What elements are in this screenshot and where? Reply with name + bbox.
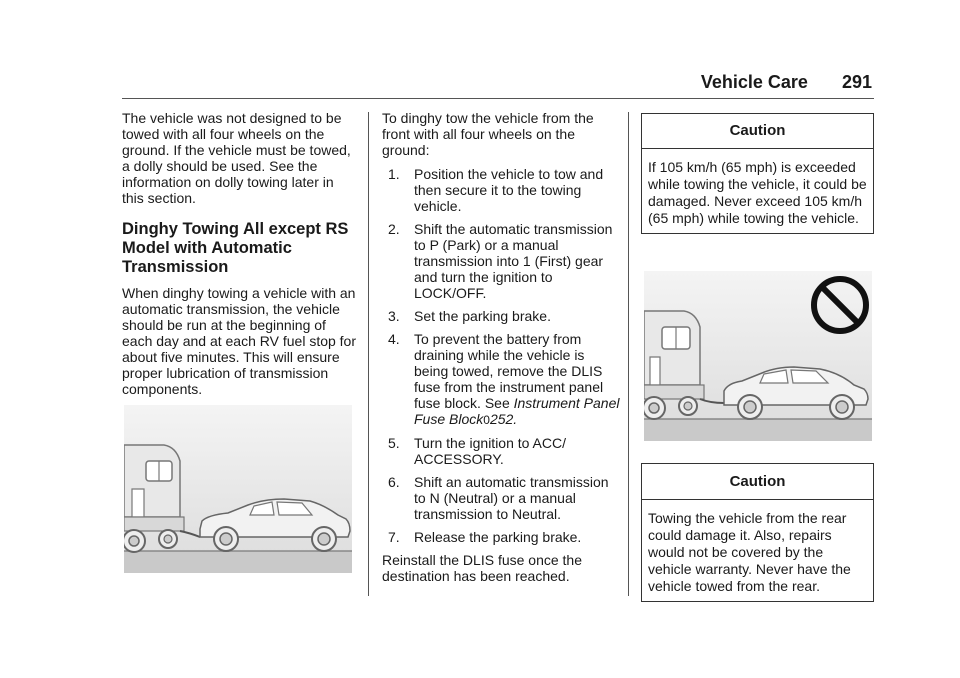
cross-reference-link[interactable]: Instrument Panel Fuse Block	[414, 395, 620, 427]
step-text: Shift an automatic transmission to N (Neutral) or a manual transmission to Neutral.	[414, 474, 609, 522]
page-reference[interactable]: 252.	[489, 411, 518, 427]
column-divider-1	[368, 112, 369, 596]
step-text: Turn the ignition to ACC/ ACCESSORY.	[414, 435, 567, 467]
list-item	[382, 474, 620, 522]
step-number: 3.	[388, 308, 400, 324]
column-left	[122, 110, 358, 397]
page-ref-arrow-icon: 0	[483, 413, 490, 427]
column-right	[641, 113, 874, 234]
front-tow-illustration	[124, 405, 352, 573]
list-item	[382, 221, 620, 301]
list-item	[382, 529, 620, 545]
step-number: 4.	[388, 331, 400, 347]
column-middle	[382, 110, 620, 584]
caution-box-rear-tow	[641, 463, 874, 602]
step-text: Set the parking brake.	[414, 308, 551, 324]
body-paragraph: When dinghy towing a vehicle with an automatic transmission, the vehicle should be run at the beginning of each day and at each RV fuel stop for about five minutes. This will ensure proper lubrication of transmission components.	[122, 285, 357, 397]
column-divider-2	[628, 112, 629, 596]
caution-box-speed	[641, 113, 874, 234]
rv-towing-car-rear-prohibited-icon	[644, 271, 872, 441]
list-item	[382, 166, 620, 214]
step-number: 1.	[388, 166, 400, 182]
list-item	[382, 435, 620, 467]
list-item	[382, 308, 620, 324]
step-text: Position the vehicle to tow and then secure it to the towing vehicle.	[414, 166, 604, 214]
section-title: Vehicle Care	[700, 72, 808, 92]
step-number: 6.	[388, 474, 400, 490]
caution-text: Towing the vehicle from the rear could damage it. Also, repairs would not be covered by the vehicle warranty. Never have the vehicle towed from the rear.	[648, 510, 851, 594]
caution-title: Caution	[642, 114, 873, 149]
step-number: 7.	[388, 529, 400, 545]
section-heading: Dinghy Towing All except RS Model with Automatic Transmission	[122, 220, 349, 276]
caution-text: If 105 km/h (65 mph) is exceeded while towing the vehicle, it could be damaged. Never exceed 105 km/h (65 mph) while towing the vehicle.	[648, 159, 867, 226]
step-number: 5.	[388, 435, 400, 451]
caution-title: Caution	[642, 464, 873, 500]
rv-towing-car-front-icon	[124, 405, 352, 573]
step-text: To prevent the battery from draining while the vehicle is being towed, remove the DLIS fuse from the instrument panel fuse block. See	[414, 331, 604, 411]
header-rule	[122, 98, 874, 99]
step-number: 2.	[388, 221, 400, 237]
intro-paragraph: The vehicle was not designed to be towed with all four wheels on the ground. If the vehicle must be towed, a dolly should be used. See the information on dolly towing later in this section.	[122, 110, 351, 206]
list-item	[382, 331, 620, 428]
steps-list	[382, 166, 620, 545]
rear-tow-prohibited-illustration	[644, 271, 872, 441]
step-text: Shift the automatic transmission to P (Park) or a manual transmission into 1 (First) gear and turn the ignition to LOCK/OFF.	[414, 221, 613, 301]
page-header	[701, 72, 872, 93]
steps-intro: To dinghy tow the vehicle from the front with all four wheels on the ground:	[382, 110, 594, 158]
step-text: Release the parking brake.	[414, 529, 582, 545]
page-number: 291	[841, 72, 872, 92]
outro-paragraph: Reinstall the DLIS fuse once the destination has been reached.	[382, 552, 583, 584]
